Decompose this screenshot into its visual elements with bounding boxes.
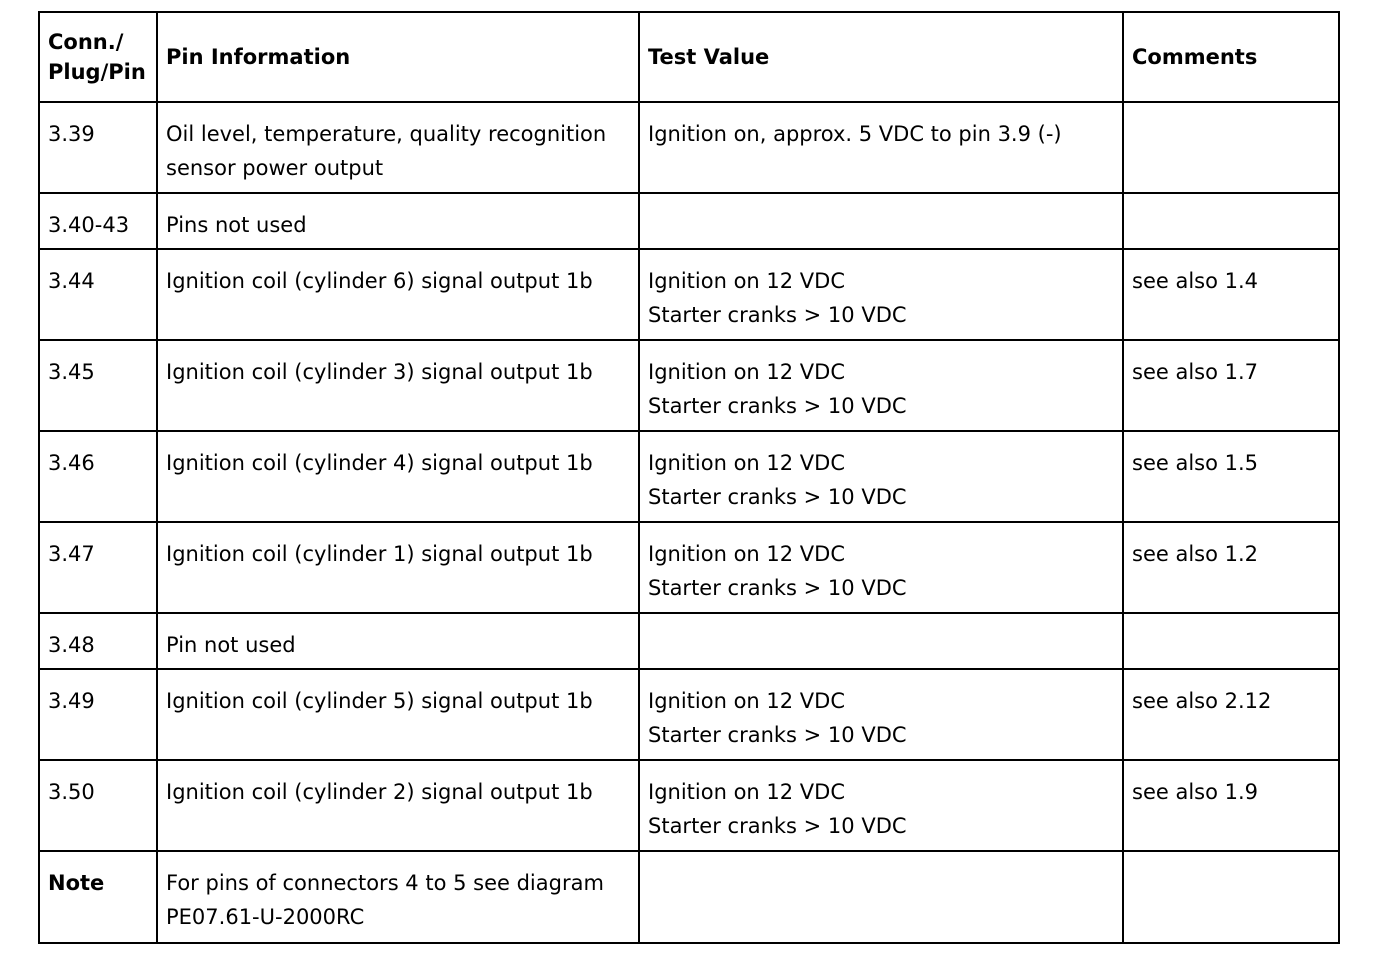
comment-cell bbox=[1123, 613, 1339, 669]
comment-cell: see also 1.9 bbox=[1123, 760, 1339, 851]
pin-info-cell: Ignition coil (cylinder 4) signal output 1b bbox=[157, 431, 639, 522]
pin-info-cell: Ignition coil (cylinder 6) signal output 1b bbox=[157, 249, 639, 340]
pin-info-cell: Ignition coil (cylinder 1) signal output 1b bbox=[157, 522, 639, 613]
comment-cell: see also 1.5 bbox=[1123, 431, 1339, 522]
table-row bbox=[39, 340, 1339, 431]
table-row bbox=[39, 613, 1339, 669]
table-row bbox=[39, 102, 1339, 193]
pin-cell: 3.50 bbox=[39, 760, 157, 851]
table-row bbox=[39, 760, 1339, 851]
test-value-cell bbox=[639, 851, 1123, 943]
pin-information-table bbox=[38, 11, 1340, 944]
test-value-cell: Ignition on 12 VDC Starter cranks > 10 VDC bbox=[639, 760, 1123, 851]
pin-cell: 3.47 bbox=[39, 522, 157, 613]
test-value-cell: Ignition on 12 VDC Starter cranks > 10 VDC bbox=[639, 431, 1123, 522]
header-conn-plug-pin: Conn./ Plug/Pin bbox=[39, 12, 157, 102]
comment-cell: see also 1.4 bbox=[1123, 249, 1339, 340]
pin-cell: 3.44 bbox=[39, 249, 157, 340]
test-value-cell: Ignition on 12 VDC Starter cranks > 10 VDC bbox=[639, 340, 1123, 431]
test-value-cell: Ignition on, approx. 5 VDC to pin 3.9 (-) bbox=[639, 102, 1123, 193]
comment-cell: see also 1.2 bbox=[1123, 522, 1339, 613]
table-header-row bbox=[39, 12, 1339, 102]
note-label-cell: Note bbox=[39, 851, 157, 943]
note-text-cell: For pins of connectors 4 to 5 see diagram PE07.61-U-2000RC bbox=[157, 851, 639, 943]
header-pin-information: Pin Information bbox=[157, 12, 639, 102]
table-row bbox=[39, 522, 1339, 613]
test-value-cell: Ignition on 12 VDC Starter cranks > 10 VDC bbox=[639, 522, 1123, 613]
pin-info-cell: Pins not used bbox=[157, 193, 639, 249]
pin-cell: 3.40-43 bbox=[39, 193, 157, 249]
pin-cell: 3.49 bbox=[39, 669, 157, 760]
test-value-cell: Ignition on 12 VDC Starter cranks > 10 VDC bbox=[639, 669, 1123, 760]
pin-cell: 3.45 bbox=[39, 340, 157, 431]
comment-cell: see also 2.12 bbox=[1123, 669, 1339, 760]
comment-cell: see also 1.7 bbox=[1123, 340, 1339, 431]
comment-cell bbox=[1123, 193, 1339, 249]
test-value-cell bbox=[639, 193, 1123, 249]
comment-cell bbox=[1123, 851, 1339, 943]
header-test-value: Test Value bbox=[639, 12, 1123, 102]
pin-cell: 3.39 bbox=[39, 102, 157, 193]
table-row bbox=[39, 249, 1339, 340]
pin-cell: 3.46 bbox=[39, 431, 157, 522]
pin-info-cell: Pin not used bbox=[157, 613, 639, 669]
pin-info-cell: Ignition coil (cylinder 5) signal output 1b bbox=[157, 669, 639, 760]
table-row bbox=[39, 431, 1339, 522]
test-value-cell: Ignition on 12 VDC Starter cranks > 10 VDC bbox=[639, 249, 1123, 340]
table-row bbox=[39, 669, 1339, 760]
pin-cell: 3.48 bbox=[39, 613, 157, 669]
table-row-note bbox=[39, 851, 1339, 943]
pin-info-cell: Oil level, temperature, quality recognition sensor power output bbox=[157, 102, 639, 193]
pin-info-cell: Ignition coil (cylinder 3) signal output 1b bbox=[157, 340, 639, 431]
comment-cell bbox=[1123, 102, 1339, 193]
table-row bbox=[39, 193, 1339, 249]
test-value-cell bbox=[639, 613, 1123, 669]
header-comments: Comments bbox=[1123, 12, 1339, 102]
pin-info-cell: Ignition coil (cylinder 2) signal output 1b bbox=[157, 760, 639, 851]
